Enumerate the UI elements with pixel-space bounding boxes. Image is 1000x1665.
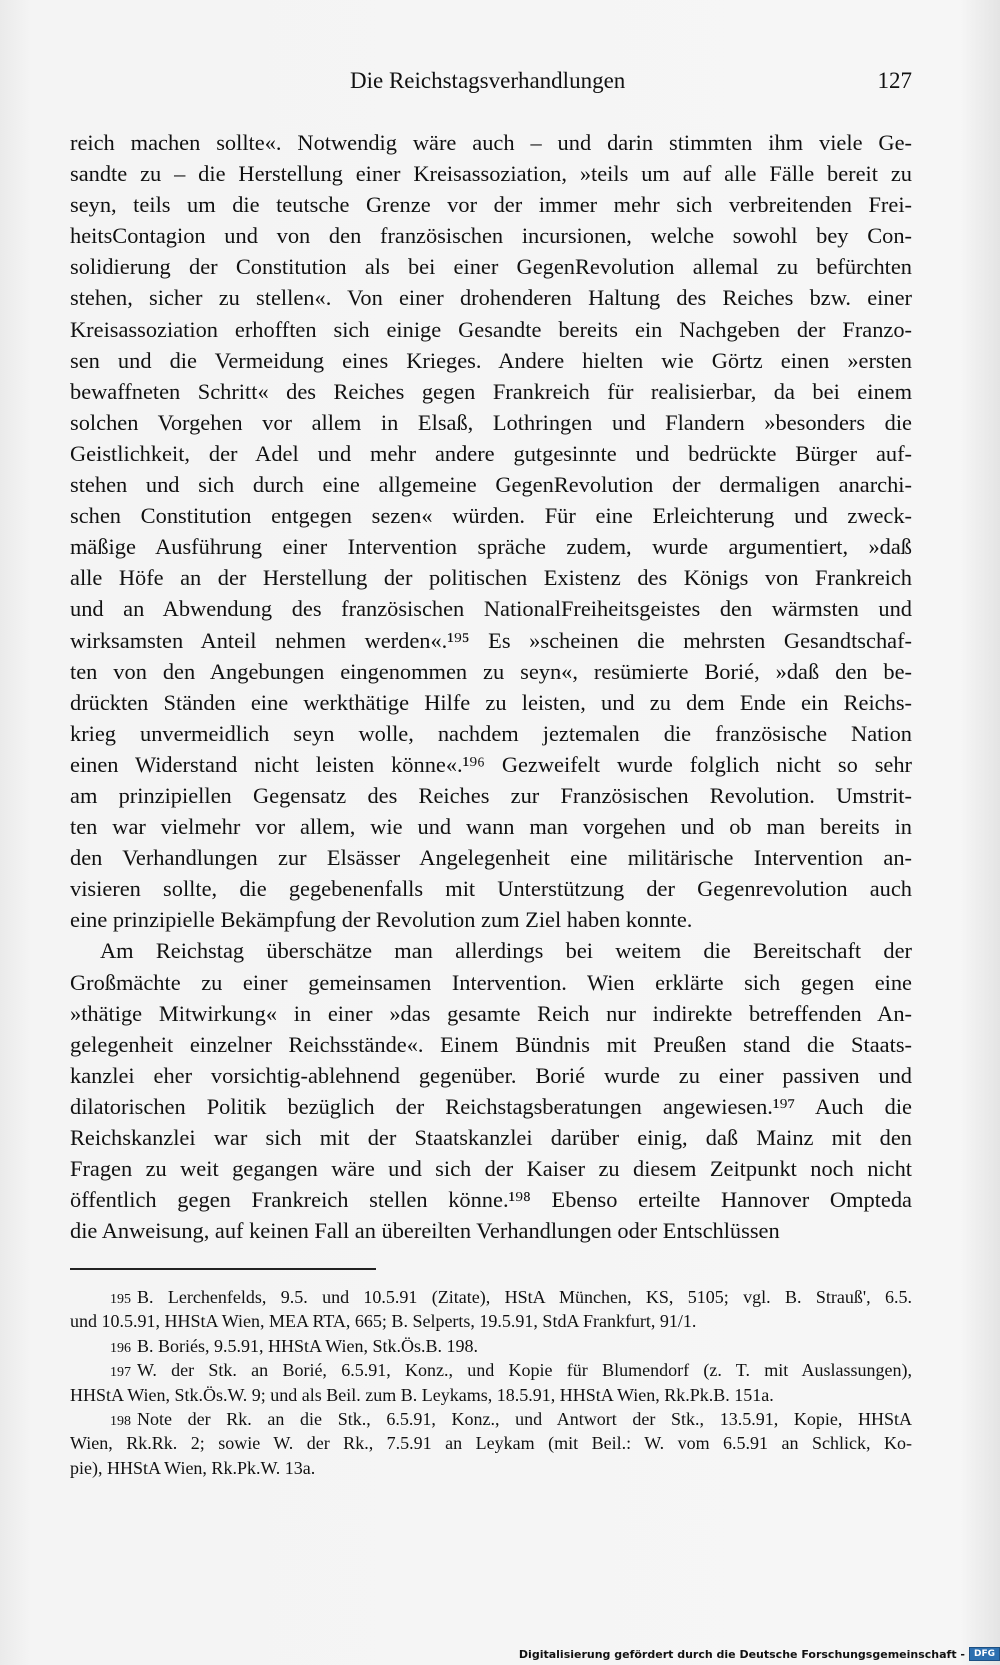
text-line: Fragen zu weit gegangen wäre und sich der Kaiser zu diesem Zeitpunkt noch nicht <box>70 1156 912 1182</box>
footnote-first-line <box>70 1407 912 1431</box>
footnote-text: B. Boriés, 9.5.91, HHStA Wien, Stk.Ös.B. 198. <box>137 1335 478 1356</box>
footnote-divider <box>70 1268 376 1270</box>
footnote-text: W. der Stk. an Borié, 6.5.91, Konz., und Kopie für Blumendorf (z. T. mit Auslassungen), <box>137 1360 912 1381</box>
text-line: visieren sollte, die gegebenenfalls mit Unterstützung der Gegenrevolution auch <box>70 876 912 902</box>
text-line: ten war vielmehr vor allem, wie und wann man vorgehen und ob man bereits in <box>70 814 912 840</box>
text-line: stehen und sich durch eine allgemeine GegenRevolution der dermaligen anarchi- <box>70 472 912 498</box>
text-line: heitsContagion und von den französischen incursionen, welche sowohl bey Con- <box>70 223 912 249</box>
footnote-number: 198 <box>110 1413 131 1429</box>
footnote-number: 197 <box>110 1365 131 1381</box>
text-line: Am Reichstag überschätze man allerdings bei weitem die Bereitschaft der <box>100 938 912 964</box>
footnote-text: B. Lerchenfelds, 9.5. und 10.5.91 (Zitate), HStA München, KS, 5105; vgl. B. Strauß', 6.5. <box>137 1287 912 1307</box>
text-line: solchen Vorgehen vor allem in Elsaß, Lothringen und Flandern »besonders die <box>70 409 912 435</box>
text-line: am prinzipiellen Gegensatz des Reiches zur Französischen Revolution. Umstrit- <box>70 782 912 808</box>
footnote-line: HHStA Wien, Stk.Ös.W. 9; und als Beil. zum B. Leykams, 18.5.91, HHStA Wien, Rk.Pk.B. 151a. <box>70 1384 774 1405</box>
text-line: bewaffneten Schritt« des Reiches gegen Frankreich für realisierbar, da bei einem <box>70 378 912 404</box>
text-line: seyn, teils um die teutsche Grenze vor der immer mehr sich verbreitenden Frei- <box>70 192 912 218</box>
text-line: solidierung der Constitution als bei einer GegenRevolution allemal zu befürchten <box>70 254 912 280</box>
text-line: wirksamsten Anteil nehmen werden«.¹⁹⁵ Es »scheinen die mehrsten Gesandtschaf- <box>70 627 912 653</box>
footnote-line: und 10.5.91, HHStA Wien, MEA RTA, 665; B. Selperts, 19.5.91, StdA Frankfurt, 91/1. <box>70 1311 697 1332</box>
footnote-first-line <box>70 1358 912 1382</box>
text-line: drückten Ständen eine werkthätige Hilfe zu leisten, und zu dem Ende ein Reichs- <box>70 689 912 715</box>
page-number: 127 <box>877 68 912 93</box>
footnote-line: Wien, Rk.Rk. 2; sowie W. der Rk., 7.5.91 an Leykam (mit Beil.: W. vom 6.5.91 an Schlick, Ko- <box>70 1433 912 1454</box>
footnote-first-line <box>70 1334 912 1358</box>
text-line: mäßige Ausführung einer Intervention spräche zudem, wurde argumentiert, »daß <box>70 534 912 560</box>
footnote-195 <box>70 1285 912 1334</box>
text-line: die Anweisung, auf keinen Fall an übereilten Verhandlungen oder Entschlüssen <box>70 1218 780 1244</box>
footnotes <box>70 1285 912 1480</box>
footnote-196 <box>70 1334 912 1358</box>
dfg-logo: DFG <box>969 1647 1000 1661</box>
digitization-credit <box>519 1645 1000 1663</box>
text-line: Reichskanzlei war sich mit der Staatskanzlei darüber einig, daß Mainz mit den <box>70 1125 912 1150</box>
text-line: alle Höfe an der Herstellung der politischen Existenz des Königs von Frankreich <box>70 565 912 591</box>
text-line: eine prinzipielle Bekämpfung der Revolution zum Ziel haben konnte. <box>70 907 693 933</box>
footnote-197 <box>70 1358 912 1407</box>
text-line: schen Constitution entgegen sezen« würden. Für eine Erleichterung und zweck- <box>70 503 912 529</box>
text-line: Großmächte zu einer gemeinsamen Intervention. Wien erklärte sich gegen eine <box>70 969 912 995</box>
text-line: und an Abwendung des französischen NationalFreiheitsgeistes den wärmsten und <box>70 596 912 622</box>
text-line: einen Widerstand nicht leisten könne«.¹⁹⁶ Gezweifelt wurde folglich nicht so sehr <box>70 751 912 777</box>
text-line: sandte zu – die Herstellung einer Kreisassoziation, »teils um auf alle Fälle bereit zu <box>70 161 912 187</box>
running-title: Die Reichstagsverhandlungen <box>350 68 626 93</box>
footnote-198 <box>70 1407 912 1480</box>
text-line: ten von den Angebungen eingenommen zu seyn«, resümierte Borié, »daß den be- <box>70 658 912 684</box>
running-header <box>70 68 912 100</box>
text-line: Kreisassoziation erhofften sich einige Gesandte bereits ein Nachgeben der Franzo- <box>70 316 912 342</box>
text-line: den Verhandlungen zur Elsässer Angelegenheit eine militärische Intervention an- <box>70 845 912 871</box>
body-text <box>70 127 912 1246</box>
footnote-number: 196 <box>110 1340 131 1356</box>
footnote-line: pie), HHStA Wien, Rk.Pk.W. 13a. <box>70 1457 316 1478</box>
text-line: sen und die Vermeidung eines Krieges. Andere hielten wie Görtz einen »ersten <box>70 347 912 373</box>
text-line: kanzlei eher vorsichtig-ablehnend gegenüber. Borié wurde zu einer passiven und <box>70 1062 912 1088</box>
footnote-first-line <box>70 1285 912 1309</box>
text-line: reich machen sollte«. Notwendig wäre auch – und darin stimmten ihm viele Ge- <box>70 130 912 155</box>
text-line: dilatorischen Politik bezüglich der Reichstagsberatungen angewiesen.¹⁹⁷ Auch die <box>70 1093 912 1119</box>
text-line: öffentlich gegen Frankreich stellen könne.¹⁹⁸ Ebenso erteilte Hannover Ompteda <box>70 1187 912 1213</box>
text-line: stehen, sicher zu stellen«. Von einer drohenderen Haltung des Reiches bzw. einer <box>70 285 912 311</box>
text-line: gelegenheit einzelner Reichsstände«. Einem Bündnis mit Preußen stand die Staats- <box>70 1031 912 1057</box>
footnote-number: 195 <box>110 1292 131 1307</box>
text-line: Geistlichkeit, der Adel und mehr andere gutgesinnte und bedrückte Bürger auf- <box>70 440 912 466</box>
credit-text: Digitalisierung gefördert durch die Deutsche Forschungsgemeinschaft - <box>518 1647 965 1661</box>
footnote-text: Note der Rk. an die Stk., 6.5.91, Konz., und Antwort der Stk., 13.5.91, Kopie, HHStA <box>137 1408 912 1429</box>
text-line: krieg unvermeidlich seyn wolle, nachdem jeztemalen die französische Nation <box>70 720 912 746</box>
text-line: »thätige Mitwirkung« in einer »das gesamte Reich nur indirekte betreffenden An- <box>70 1000 912 1026</box>
